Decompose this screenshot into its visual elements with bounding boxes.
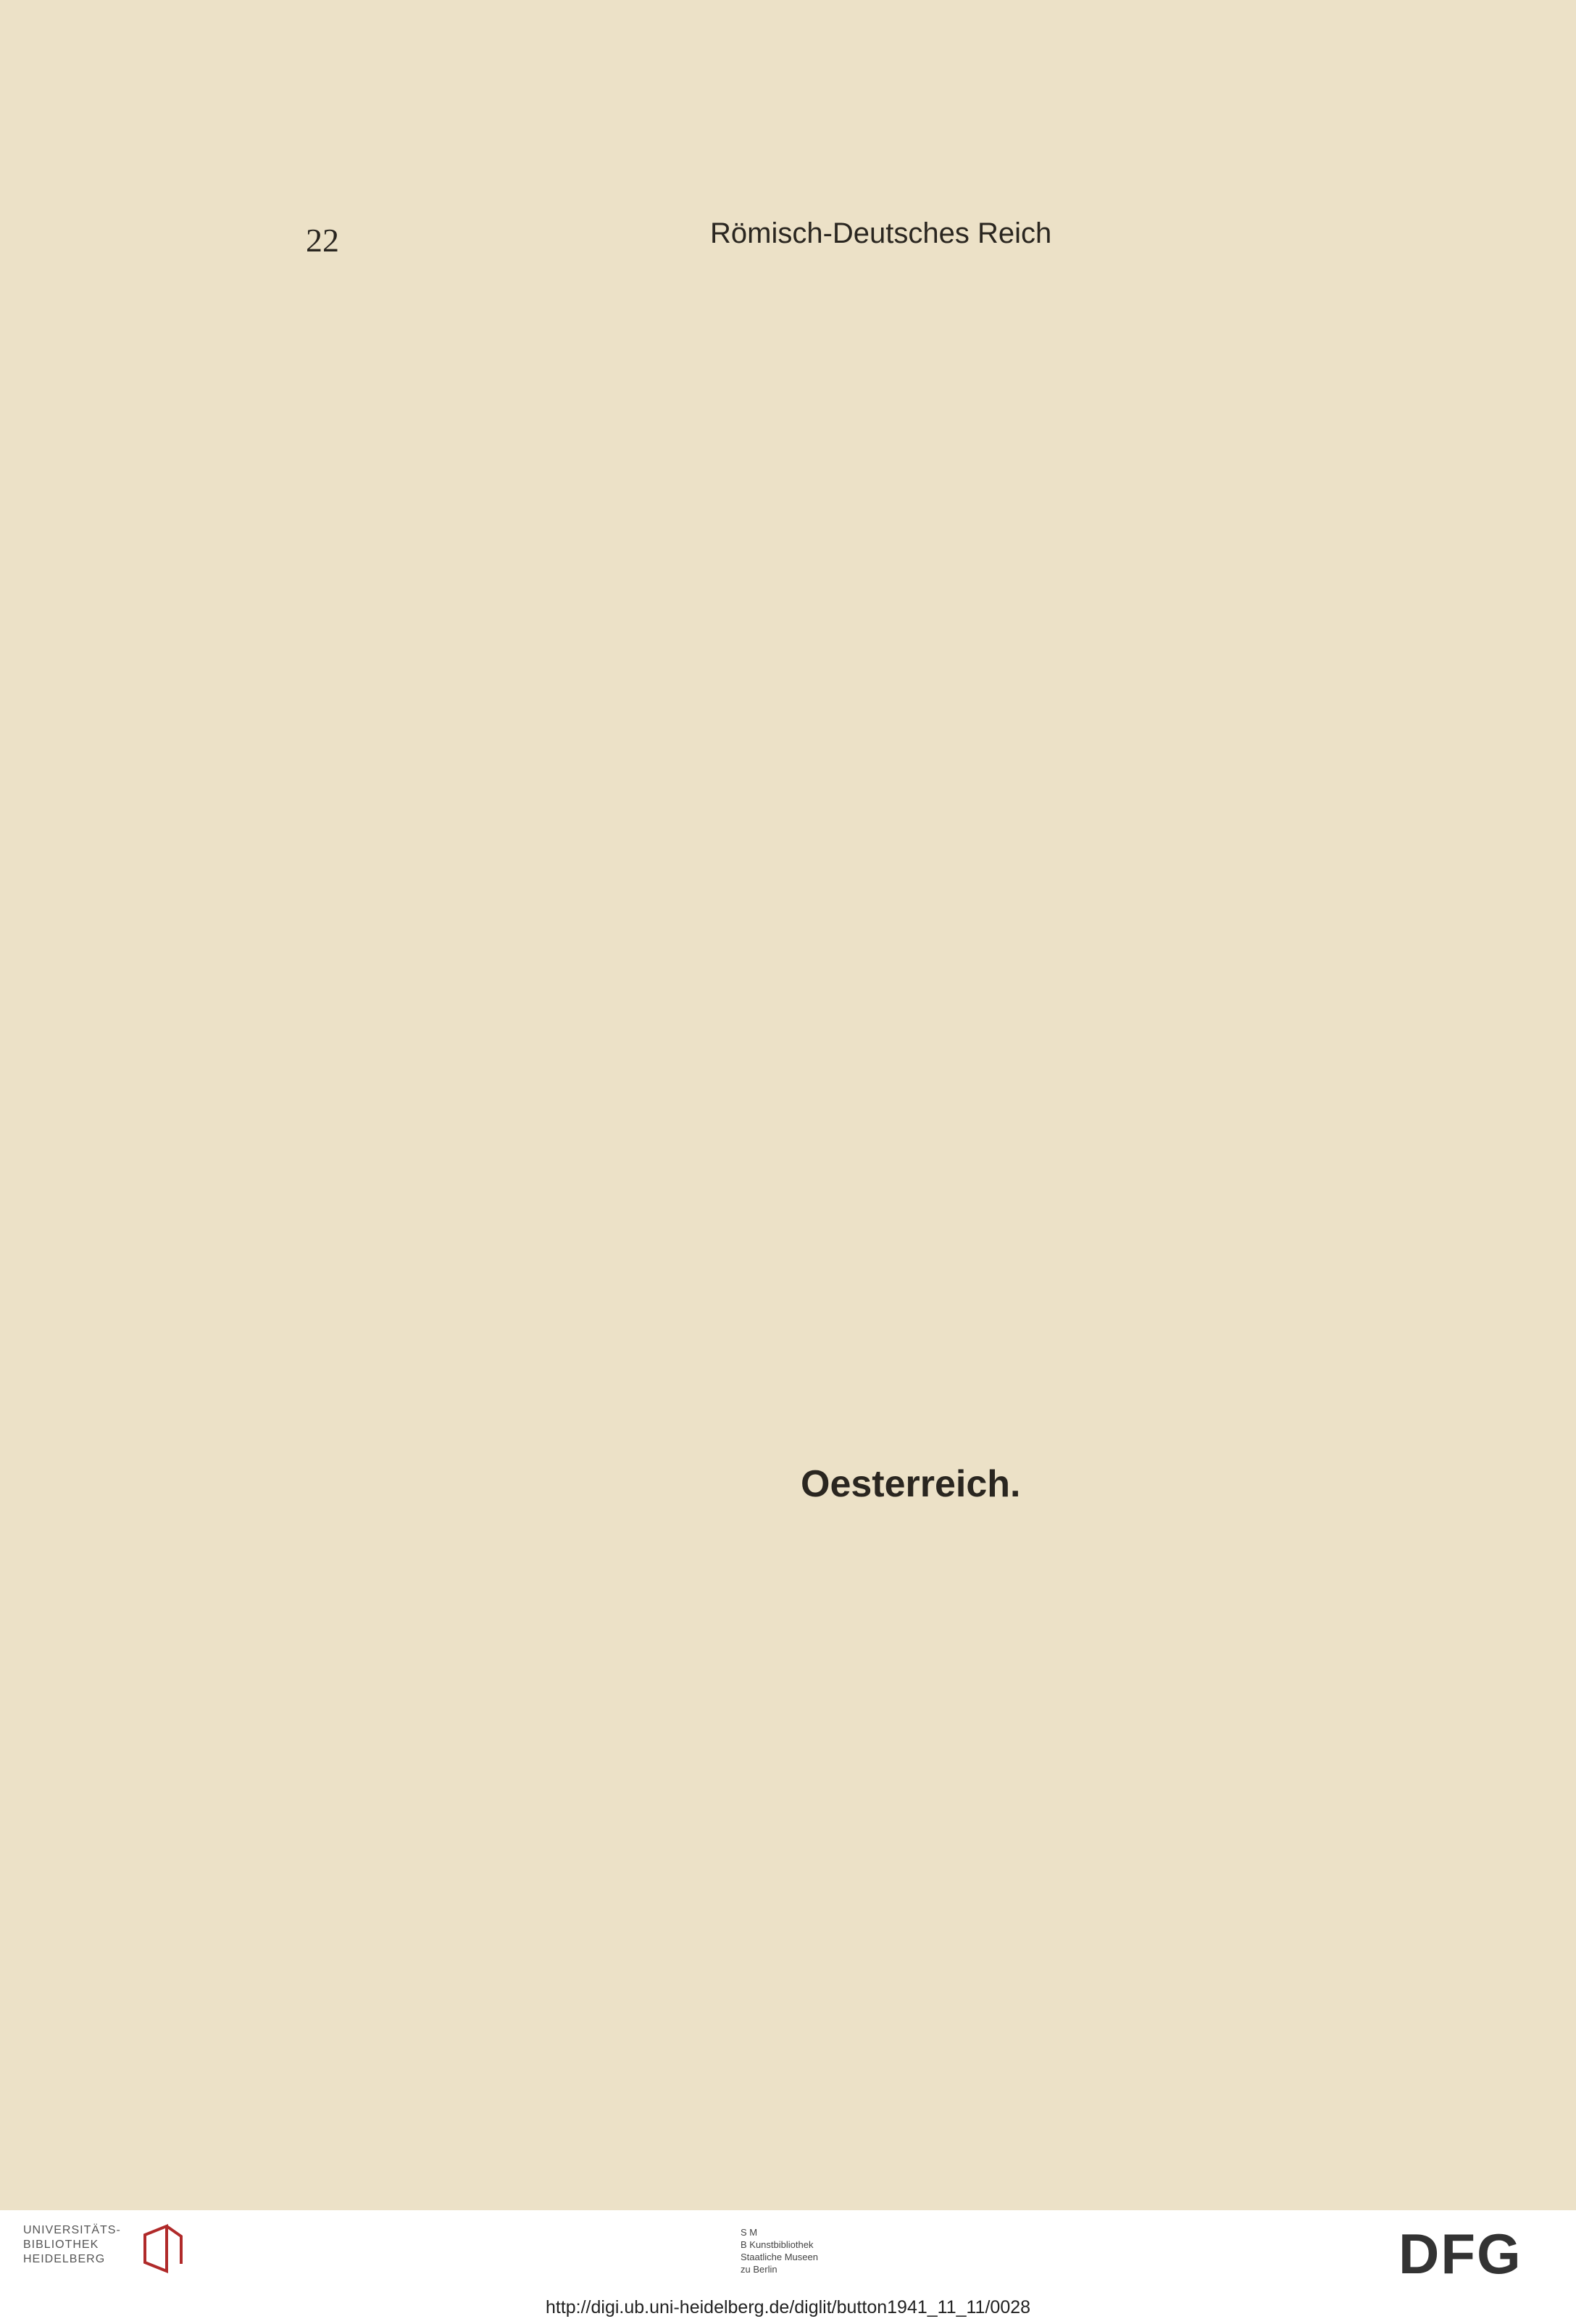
section-title: Oesterreich. [801,1463,1021,1505]
stamp-line: B Kunstbibliothek [741,2239,814,2250]
stamp-line: Staatliche Museen [741,2252,818,2262]
running-head: Römisch-Deutsches Reich [710,217,1052,249]
stamp-line: S M [741,2227,758,2238]
library-line: BIBLIOTHEK [23,2238,99,2251]
dfg-logo[interactable]: DFG [1398,2222,1522,2286]
stamp-line: zu Berlin [741,2264,777,2275]
library-stamp [741,2226,818,2275]
library-mark-icon [138,2220,188,2278]
page-number: 22 [306,222,339,259]
library-line: HEIDELBERG [23,2253,106,2265]
library-line: UNIVERSITÄTS- [23,2224,121,2236]
source-url[interactable]: http://digi.ub.uni-heidelberg.de/diglit/button1941_11_11/0028 [545,2297,1031,2317]
library-logo[interactable] [23,2223,121,2267]
footer [0,2210,1576,2324]
